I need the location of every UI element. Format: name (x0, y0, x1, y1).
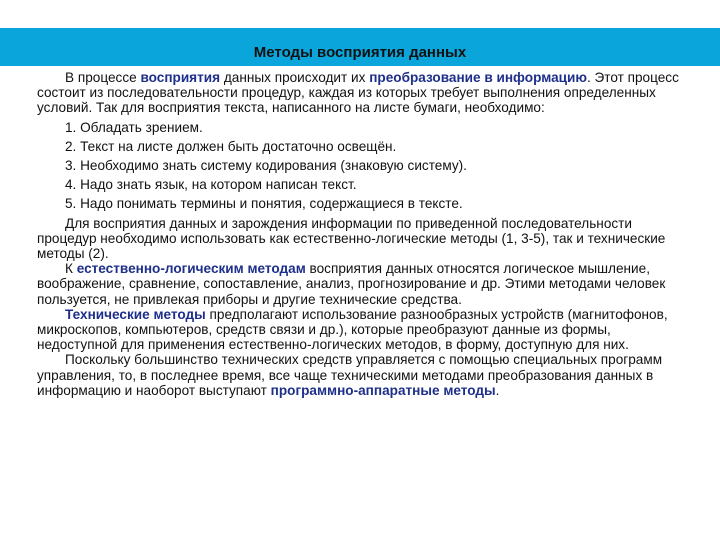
highlighted-term: преобразование в информацию (369, 70, 587, 85)
list-item: 2. Текст на листе должен быть достаточно освещён. (65, 138, 397, 154)
intro-paragraph (37, 70, 687, 116)
text-run: К (65, 261, 77, 277)
highlighted-term: естественно-логическим методам (76, 261, 306, 277)
list-item: 3. Необходимо знать систему кодирования (знаковую систему). (65, 158, 467, 174)
natural-logical-paragraph (37, 261, 687, 307)
title-bar (0, 28, 720, 66)
software-hardware-paragraph (37, 352, 687, 398)
methods-paragraph: Для восприятия данных и зарождения информации по приведенной последовательности процедур необходимо использовать как естественно-логические методы (1, 3-5), так и технические методы (2). (37, 215, 666, 262)
highlighted-term: Технические методы (65, 306, 206, 322)
text-run: В процессе (65, 70, 141, 85)
text-run: . (495, 382, 500, 398)
highlighted-term: восприятия (140, 70, 221, 85)
highlighted-term: программно-аппаратные методы (270, 382, 496, 398)
list-item: 1. Обладать зрением. (65, 119, 203, 135)
text-run: восприятия данных относятся логическое мышление, воображение, сравнение, сопоставление, анализ, прогнозирование и др. Этими методами человек пользуется, не привлекая приборы и другие технические средства. (37, 261, 666, 307)
list-item: 4. Надо знать язык, на котором написан текст. (65, 177, 357, 193)
text-run: предполагают использование разнообразных устройств (магнитофонов, микроскопов, компьютеров, средств связи и др.), которые преобразуют данные из формы, недоступной для применения естественно-логических методов, в форму, доступную для них. (37, 306, 668, 353)
document-body (37, 70, 687, 398)
text-run: данных происходит их (220, 70, 370, 85)
text-run: Поскольку большинство технических средств управляется с помощью специальных программ управления, то, в последнее время, все чаще техническими методами преобразования данных в информацию и наоборот выступают (37, 352, 663, 398)
text-run: . Этот процесс состоит из последовательности процедур, каждая из которых требует выполнения определенных условий. Так для восприятия текста, написанного на листе бумаги, необходимо: (37, 70, 679, 116)
technical-paragraph (37, 307, 687, 353)
page-title: Методы восприятия данных (253, 44, 467, 61)
list-item: 5. Надо понимать термины и понятия, содержащиеся в тексте. (65, 196, 463, 212)
